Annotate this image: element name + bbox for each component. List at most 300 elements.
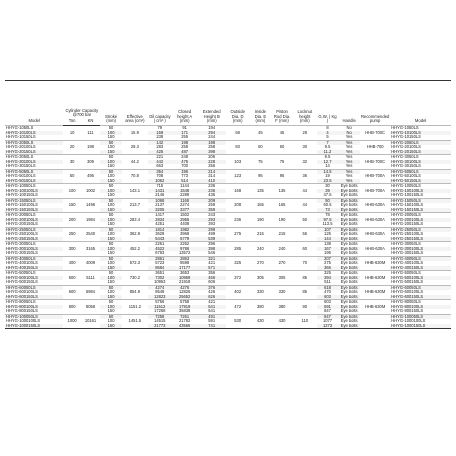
cell-model-right: HHYG-500100LS — [390, 276, 451, 281]
cell-oil-capacity: 2146 — [155, 193, 165, 197]
cell-locknut-height: 28 — [293, 126, 317, 141]
header-outside-dia: Outside Dia. D (mm) — [230, 109, 245, 124]
cell-model-right: HHYG-500150LS — [391, 280, 424, 284]
cell-model-right: HHYG-50100LS — [391, 174, 421, 178]
cell-kn: 5984 — [81, 285, 100, 300]
cell-locknut-height: 56 — [293, 227, 317, 242]
cell-stroke: 150 — [107, 222, 115, 226]
cell-model: HHYG-250100LS — [6, 232, 38, 236]
cell-gw: 847 — [317, 314, 339, 319]
cell-oil-capacity: 663 — [156, 164, 164, 168]
cell-model: HHYG-300100LS — [5, 247, 63, 252]
cell-closed-height: 5758 — [172, 300, 198, 305]
cell-kn: 3165 — [81, 242, 100, 257]
cell-gw: 1273 — [317, 324, 339, 329]
cell-ton: 100 — [63, 184, 80, 199]
cell-oil-capacity: 442 — [148, 160, 172, 165]
cell-closed-height: 1982 — [172, 227, 198, 232]
cell-inside-dia: 165 — [250, 198, 272, 213]
cell-closed-height: 2863 — [172, 256, 198, 261]
cell-gw: 60.5 — [323, 203, 332, 207]
table-row — [5, 198, 451, 203]
cell-extended-height: 641 — [208, 309, 216, 313]
cylinder-spec-table — [5, 81, 451, 328]
cell-model: HHYG-800100LS — [5, 305, 63, 310]
header-model: Model — [28, 118, 40, 124]
cell-model-right: HHYG-3050LS — [390, 155, 451, 160]
cell-model: HHYG-20100LS — [6, 145, 36, 149]
header-gw: G.W. ( Kg ) — [318, 113, 337, 124]
cell-closed-height: 2289 — [180, 193, 190, 197]
cell-stroke: 150 — [107, 164, 115, 168]
cell-model: HHYG-100050LS — [5, 314, 63, 319]
cell-handle: Yes — [338, 169, 360, 174]
cell-oil-capacity: 1068 — [148, 198, 172, 203]
cell-model-right: HHYG-200100LS — [390, 218, 451, 223]
cell-model-right: HHYG-80050LS — [390, 300, 451, 305]
cell-gw: 23.5 — [317, 179, 339, 184]
cell-model: HHYG-5050LS — [5, 169, 63, 174]
cell-model-right: HHYG-600150LS — [390, 295, 451, 300]
cell-handle: Eye bolts — [340, 193, 358, 197]
cell-stroke: 100 — [107, 174, 115, 178]
cell-inside-dia: 190 — [250, 213, 272, 228]
cell-stroke: 150 — [107, 193, 115, 197]
header-extended-height: Extended Height B (mm) — [202, 109, 221, 124]
cell-model: HHYG-50150LS — [5, 179, 63, 184]
cell-closed-height: 1502 — [172, 213, 198, 218]
cell-gw: 366 — [317, 266, 339, 271]
cell-handle: Eye bolts — [338, 276, 360, 281]
cell-gw: 138 — [317, 242, 339, 247]
cell-outside-dia: 275 — [226, 227, 250, 242]
cell-model-right: HHYG-50150LS — [390, 179, 451, 184]
cell-model-right: HHYG-400100LS — [391, 261, 424, 265]
cell-oil-capacity: 238 — [156, 135, 164, 139]
cell-handle: Eye bolts — [340, 232, 358, 236]
cell-handle: Eye bolts — [340, 309, 358, 313]
table-row — [5, 256, 451, 261]
cell-extended-height: 421 — [208, 261, 216, 265]
cell-inside-dia: 135 — [250, 184, 272, 199]
cell-model: HHYG-400150LS — [5, 266, 63, 271]
cell-effective-area: 143.1 — [122, 184, 148, 199]
cell-oil-capacity: 708 — [156, 174, 164, 178]
cell-extended-height: 571 — [198, 266, 226, 271]
cell-gw: 9.5 — [317, 155, 339, 160]
cell-locknut-height: 85 — [293, 285, 317, 300]
cell-stroke: 100 — [107, 232, 115, 236]
cell-effective-area: 283.4 — [122, 213, 148, 228]
cell-inside-dia: 215 — [250, 227, 272, 242]
spec-table-body — [5, 126, 451, 329]
cell-gw: 39 — [317, 189, 339, 194]
cell-handle: Eye bolts — [340, 319, 358, 323]
cell-model-right: HHYG-200150LS — [391, 222, 424, 226]
cell-extended-height: 410 — [198, 179, 226, 184]
cell-model-right: HHYG-100050LS — [390, 314, 451, 319]
cell-gw: 19 — [325, 174, 330, 178]
header-stroke: Stroke (mm) — [105, 113, 118, 124]
cell-oil-capacity: 2861 — [148, 256, 172, 261]
cell-oil-capacity: 6783 — [155, 251, 165, 255]
cell-kn: 4009 — [81, 256, 100, 271]
cell-handle: Eye bolts — [338, 208, 360, 213]
cell-locknut-height: 30 — [293, 140, 317, 155]
cell-handle: Eye bolts — [338, 184, 360, 189]
cell-locknut-height: 85 — [293, 271, 317, 286]
cell-stroke: 150 — [100, 295, 122, 300]
cell-stroke: 100 — [100, 247, 122, 252]
cell-inside-dia: 330 — [250, 285, 272, 300]
cell-effective-area: 730.2 — [122, 271, 148, 286]
cell-oil-capacity: 4522 — [148, 247, 172, 252]
cell-inside-dia: 45 — [250, 126, 272, 141]
cell-handle: Eye bolts — [338, 295, 360, 300]
cell-closed-height: 2955 — [172, 218, 198, 223]
cell-gw: 97.5 — [317, 218, 339, 223]
cell-model-right: HHYG-60050LS — [390, 285, 451, 290]
cell-stroke: 100 — [107, 290, 115, 294]
cell-outside-dia: 236 — [226, 213, 250, 228]
cell-extended-height: 499 — [208, 232, 216, 236]
cell-kn: 10161 — [81, 314, 100, 328]
cell-stroke: 50 — [100, 126, 122, 131]
cell-handle: Eye bolts — [340, 290, 358, 294]
table-row — [5, 314, 451, 319]
cell-stroke: 50 — [100, 213, 122, 218]
cell-extended-height: 293 — [198, 218, 226, 223]
cell-closed-height: 3377 — [172, 208, 198, 213]
cell-extended-height: 259 — [208, 203, 216, 207]
cell-closed-height: 4276 — [172, 285, 198, 290]
cell-gw: 113.5 — [322, 222, 333, 226]
cell-gw: 9.5 — [324, 145, 331, 149]
header-ton: Ton — [63, 119, 80, 126]
cell-handle: Eye bolts — [338, 314, 360, 319]
cell-model-right: HHYG-600100LS — [391, 290, 424, 294]
cell-gw: 125 — [324, 232, 331, 236]
cell-oil-capacity: 21773 — [148, 324, 172, 329]
spec-table-container — [5, 80, 451, 329]
cell-closed-height: 4408 — [180, 222, 190, 226]
cell-stroke: 150 — [100, 266, 122, 271]
cell-model: HHYG-50100LS — [6, 174, 36, 178]
cell-extended-height: 299 — [198, 227, 226, 232]
cell-extended-height: 393 — [208, 222, 216, 226]
cell-closed-height: 487 — [172, 150, 198, 155]
cell-gw: 144 — [317, 237, 339, 242]
cell-closed-height: 2274 — [180, 203, 190, 207]
cell-model-right: HHYG-150100LS — [391, 203, 424, 207]
cell-kn: 2540 — [81, 227, 100, 242]
cell-model: HHYG-60050LS — [5, 285, 63, 290]
cell-handle: Eye bolts — [338, 237, 360, 242]
cell-handle: Eye bolts — [338, 324, 360, 329]
cell-extended-height: 741 — [198, 324, 226, 329]
cell-model-right: HHYG-20050LS — [390, 213, 451, 218]
table-row — [5, 242, 451, 247]
cell-model: HHYG-10100LS — [5, 131, 63, 136]
cell-ton: 10 — [63, 126, 80, 141]
cell-model: HHYG-200100LS — [5, 218, 63, 223]
cell-model: HHYG-30150LS — [6, 164, 36, 168]
cell-pump: HHB-700C — [360, 155, 390, 170]
cell-stroke: 100 — [107, 203, 115, 207]
cell-model-right: HHYG-100150LS — [391, 193, 424, 197]
cell-handle: Eye bolts — [338, 271, 360, 276]
cell-handle: Yes — [345, 174, 353, 178]
cell-handle: Eye bolts — [340, 261, 358, 265]
cell-oil-capacity: 5756 — [148, 300, 172, 305]
cell-kn: 1002 — [81, 184, 100, 199]
table-row — [5, 140, 451, 145]
cell-piston-rod: 135 — [271, 184, 293, 199]
cell-extended-height: 296 — [198, 242, 226, 247]
cell-oil-capacity: 159 — [148, 131, 172, 136]
cell-extended-height: 228 — [198, 160, 226, 165]
cell-model: HHYG-200150LS — [6, 222, 38, 226]
cell-oil-capacity: 3651 — [148, 271, 172, 276]
cell-model-right: HHYG-800150LS — [391, 309, 424, 313]
cell-stroke: 100 — [100, 160, 122, 165]
cell-model: HHYG-10150LS — [6, 135, 36, 139]
cell-outside-dia: 208 — [226, 198, 250, 213]
cell-handle: Eye bolts — [338, 218, 360, 223]
cell-extended-height: 314 — [208, 174, 216, 178]
table-row — [5, 126, 451, 131]
cell-outside-dia: 472 — [226, 300, 250, 315]
cell-pump: HHB-630A — [360, 213, 390, 228]
cell-kn: 1984 — [81, 213, 100, 228]
cell-gw: 325 — [317, 271, 339, 276]
cell-ton: 400 — [63, 256, 80, 271]
cell-oil-capacity: 7302 — [148, 276, 172, 281]
cell-piston-rod: 330 — [271, 285, 293, 300]
cell-pump: HHB-630A — [360, 227, 390, 242]
cell-model-right: HHYG-30150LS — [391, 164, 421, 168]
header-closed-height: Closed height A (mm) — [177, 109, 193, 124]
header-pump: Recommended pump — [360, 113, 390, 124]
cell-outside-dia: 285 — [226, 242, 250, 257]
cell-pump: HHB-700 — [360, 140, 390, 155]
cell-inside-dia: 75 — [250, 155, 272, 170]
cell-model: HHYG-800150LS — [6, 309, 38, 313]
cell-model: HHYG-600150LS — [5, 295, 63, 300]
cell-stroke: 50 — [100, 242, 122, 247]
cell-oil-capacity: 1431 — [148, 189, 172, 194]
cell-gw: 394 — [317, 276, 339, 281]
cell-extended-height: 626 — [198, 295, 226, 300]
cell-locknut-height: 90 — [293, 300, 317, 315]
header-inside-dia: Inside Dia. E (mm) — [254, 109, 267, 124]
cell-outside-dia: 83 — [226, 140, 250, 155]
cell-stroke: 150 — [100, 237, 122, 242]
cell-closed-height: 255 — [181, 135, 189, 139]
header-handle: Handle — [342, 118, 356, 124]
cell-model: HHYG-30050LS — [5, 242, 63, 247]
cell-handle: Yes — [338, 155, 360, 160]
cell-closed-height: 12826 — [178, 290, 191, 294]
cell-inside-dia: 430 — [250, 314, 272, 328]
cell-model-right: HHYG-300150LS — [391, 251, 424, 255]
cell-model-right: HHYG-25050LS — [390, 227, 451, 232]
cell-stroke: 100 — [100, 305, 122, 310]
cell-ton: 50 — [63, 169, 80, 184]
cell-model-right: HHYG-2050LS — [390, 140, 451, 145]
cell-model: HHYG-20050LS — [5, 213, 63, 218]
cell-closed-height: 196 — [172, 169, 198, 174]
cell-stroke: 50 — [100, 184, 122, 189]
cell-model-right: HHYG-250100LS — [391, 232, 424, 236]
cell-gw: 275 — [324, 261, 331, 265]
cell-oil-capacity: 7258 — [148, 314, 172, 319]
cell-stroke: 50 — [100, 169, 122, 174]
cell-model-right: HHYG-1050LS — [390, 126, 451, 131]
cell-stroke: 100 — [100, 189, 122, 194]
cell-extended-height: 236 — [198, 189, 226, 194]
cell-closed-height: 7261 — [172, 314, 198, 319]
cell-oil-capacity: 2137 — [155, 203, 165, 207]
cell-ton: 30 — [63, 155, 80, 170]
cell-effective-area: 572.3 — [122, 256, 148, 271]
cell-closed-height: 1548 — [172, 189, 198, 194]
cell-extended-height: 398 — [198, 247, 226, 252]
cell-model: HHYG-1000150LS — [5, 324, 63, 329]
cell-pump — [360, 314, 390, 328]
cell-model: HHYG-20150LS — [5, 150, 63, 155]
cell-pump: HHB-700C — [360, 126, 390, 141]
cell-oil-capacity: 1814 — [148, 227, 172, 232]
cell-pump: HHB-630M — [360, 300, 390, 315]
cell-model-right: HHYG-30100LS — [390, 160, 451, 165]
cell-ton: 500 — [63, 271, 80, 286]
cell-piston-rod: 305 — [271, 271, 293, 286]
cell-stroke: 50 — [100, 155, 122, 160]
cell-stroke: 100 — [100, 131, 122, 136]
cell-closed-height: 91 — [172, 126, 198, 131]
cell-oil-capacity: 4274 — [148, 285, 172, 290]
cell-oil-capacity: 11512 — [148, 305, 172, 310]
cell-closed-height: 475 — [172, 160, 198, 165]
cell-stroke: 150 — [100, 324, 122, 329]
cell-effective-area: 44.2 — [122, 155, 148, 170]
cell-oil-capacity: 8584 — [148, 266, 172, 271]
cell-stroke: 100 — [100, 276, 122, 281]
cell-closed-height: 700 — [181, 164, 189, 168]
cell-kn: 5111 — [81, 271, 100, 286]
cell-gw: 7 — [317, 140, 339, 145]
cell-closed-height: 198 — [172, 140, 198, 145]
cell-oil-capacity: 283 — [156, 145, 164, 149]
cell-handle: Yes — [338, 150, 360, 155]
cell-gw: 14.5 — [317, 169, 339, 174]
cell-oil-capacity: 221 — [148, 155, 172, 160]
cell-model-right: HHYG-400150LS — [390, 266, 451, 271]
cell-oil-capacity: 5443 — [148, 237, 172, 242]
cell-handle: Eye bolts — [338, 266, 360, 271]
cell-oil-capacity: 12823 — [148, 295, 172, 300]
header-effective-area: Effective area (cm²) — [125, 113, 145, 124]
cell-gw: 47.5 — [323, 193, 332, 197]
cell-model-right: HHYG-150150LS — [390, 208, 451, 213]
cell-model-right: HHYG-10050LS — [390, 184, 451, 189]
cell-effective-area: 15.9 — [122, 126, 148, 141]
cell-gw: 11.2 — [317, 150, 339, 155]
cell-handle: Eye bolts — [338, 213, 360, 218]
cell-locknut-height: 110 — [293, 314, 317, 328]
table-row — [5, 184, 451, 189]
cell-handle: Yes — [345, 135, 353, 139]
cell-gw: 470 — [324, 290, 331, 294]
cell-closed-height: 21782 — [178, 319, 191, 323]
cell-closed-height: 25652 — [172, 295, 198, 300]
cell-piston-rod: 380 — [271, 300, 293, 315]
cell-model: HHYG-15050LS — [5, 198, 63, 203]
cell-extended-height: 258 — [208, 145, 216, 149]
cell-extended-height: 243 — [198, 213, 226, 218]
cell-kn: 1496 — [81, 198, 100, 213]
cell-ton: 250 — [63, 227, 80, 242]
cell-pump: HHB-630M — [360, 285, 390, 300]
header-kn: KN — [81, 119, 100, 126]
cell-model: HHYG-30100LS — [5, 160, 63, 165]
table-row — [5, 285, 451, 290]
cell-model-right: HHYG-15050LS — [390, 198, 451, 203]
cell-oil-capacity: 1417 — [148, 213, 172, 218]
cell-handle: Yes — [345, 164, 353, 168]
cell-closed-height: 17919 — [172, 305, 198, 310]
cell-ton: 20 — [63, 140, 80, 155]
cell-closed-height: 773 — [181, 174, 189, 178]
bottom-rule — [5, 328, 451, 329]
cell-handle: Eye bolts — [338, 247, 360, 252]
cell-closed-height: 35838 — [178, 309, 191, 313]
cell-model: HHYG-100100LS — [5, 189, 63, 194]
cell-piston-rod: 165 — [271, 198, 293, 213]
cell-stroke: 100 — [107, 145, 115, 149]
cell-piston-rod: 95 — [271, 169, 293, 184]
cell-model: HHYG-250150LS — [5, 237, 63, 242]
cell-extended-height: 321 — [198, 256, 226, 261]
cell-ton: 600 — [63, 285, 80, 300]
cell-handle: No — [338, 131, 360, 136]
cell-stroke: 150 — [100, 208, 122, 213]
cell-oil-capacity: 79 — [148, 126, 172, 131]
cell-extended-height: 541 — [198, 305, 226, 310]
cell-gw: 14 — [325, 164, 330, 168]
cell-gw: 8 — [317, 126, 339, 131]
cell-gw: 691 — [317, 305, 339, 310]
cell-pump: HHB-630A — [360, 198, 390, 213]
cell-piston-rod: 45 — [271, 126, 293, 141]
cell-locknut-height: 44 — [293, 198, 317, 213]
cell-closed-height: 13572 — [178, 251, 191, 255]
cell-inside-dia: 240 — [250, 242, 272, 257]
cell-effective-area: 70.8 — [122, 169, 148, 184]
cell-kn: 8058 — [81, 300, 100, 315]
cell-extended-height: 421 — [198, 300, 226, 305]
table-row — [5, 227, 451, 232]
cell-closed-height: 514 — [172, 179, 198, 184]
cell-closed-height: 8598 — [180, 261, 190, 265]
cell-oil-capacity: 14515 — [154, 319, 166, 323]
cell-handle: Eye bolts — [338, 189, 360, 194]
cell-pump: HHB-630A — [360, 242, 390, 257]
cell-extended-height: 236 — [198, 184, 226, 189]
cell-pump: HHB-700A — [360, 169, 390, 184]
cell-extended-height: 256 — [208, 164, 216, 168]
